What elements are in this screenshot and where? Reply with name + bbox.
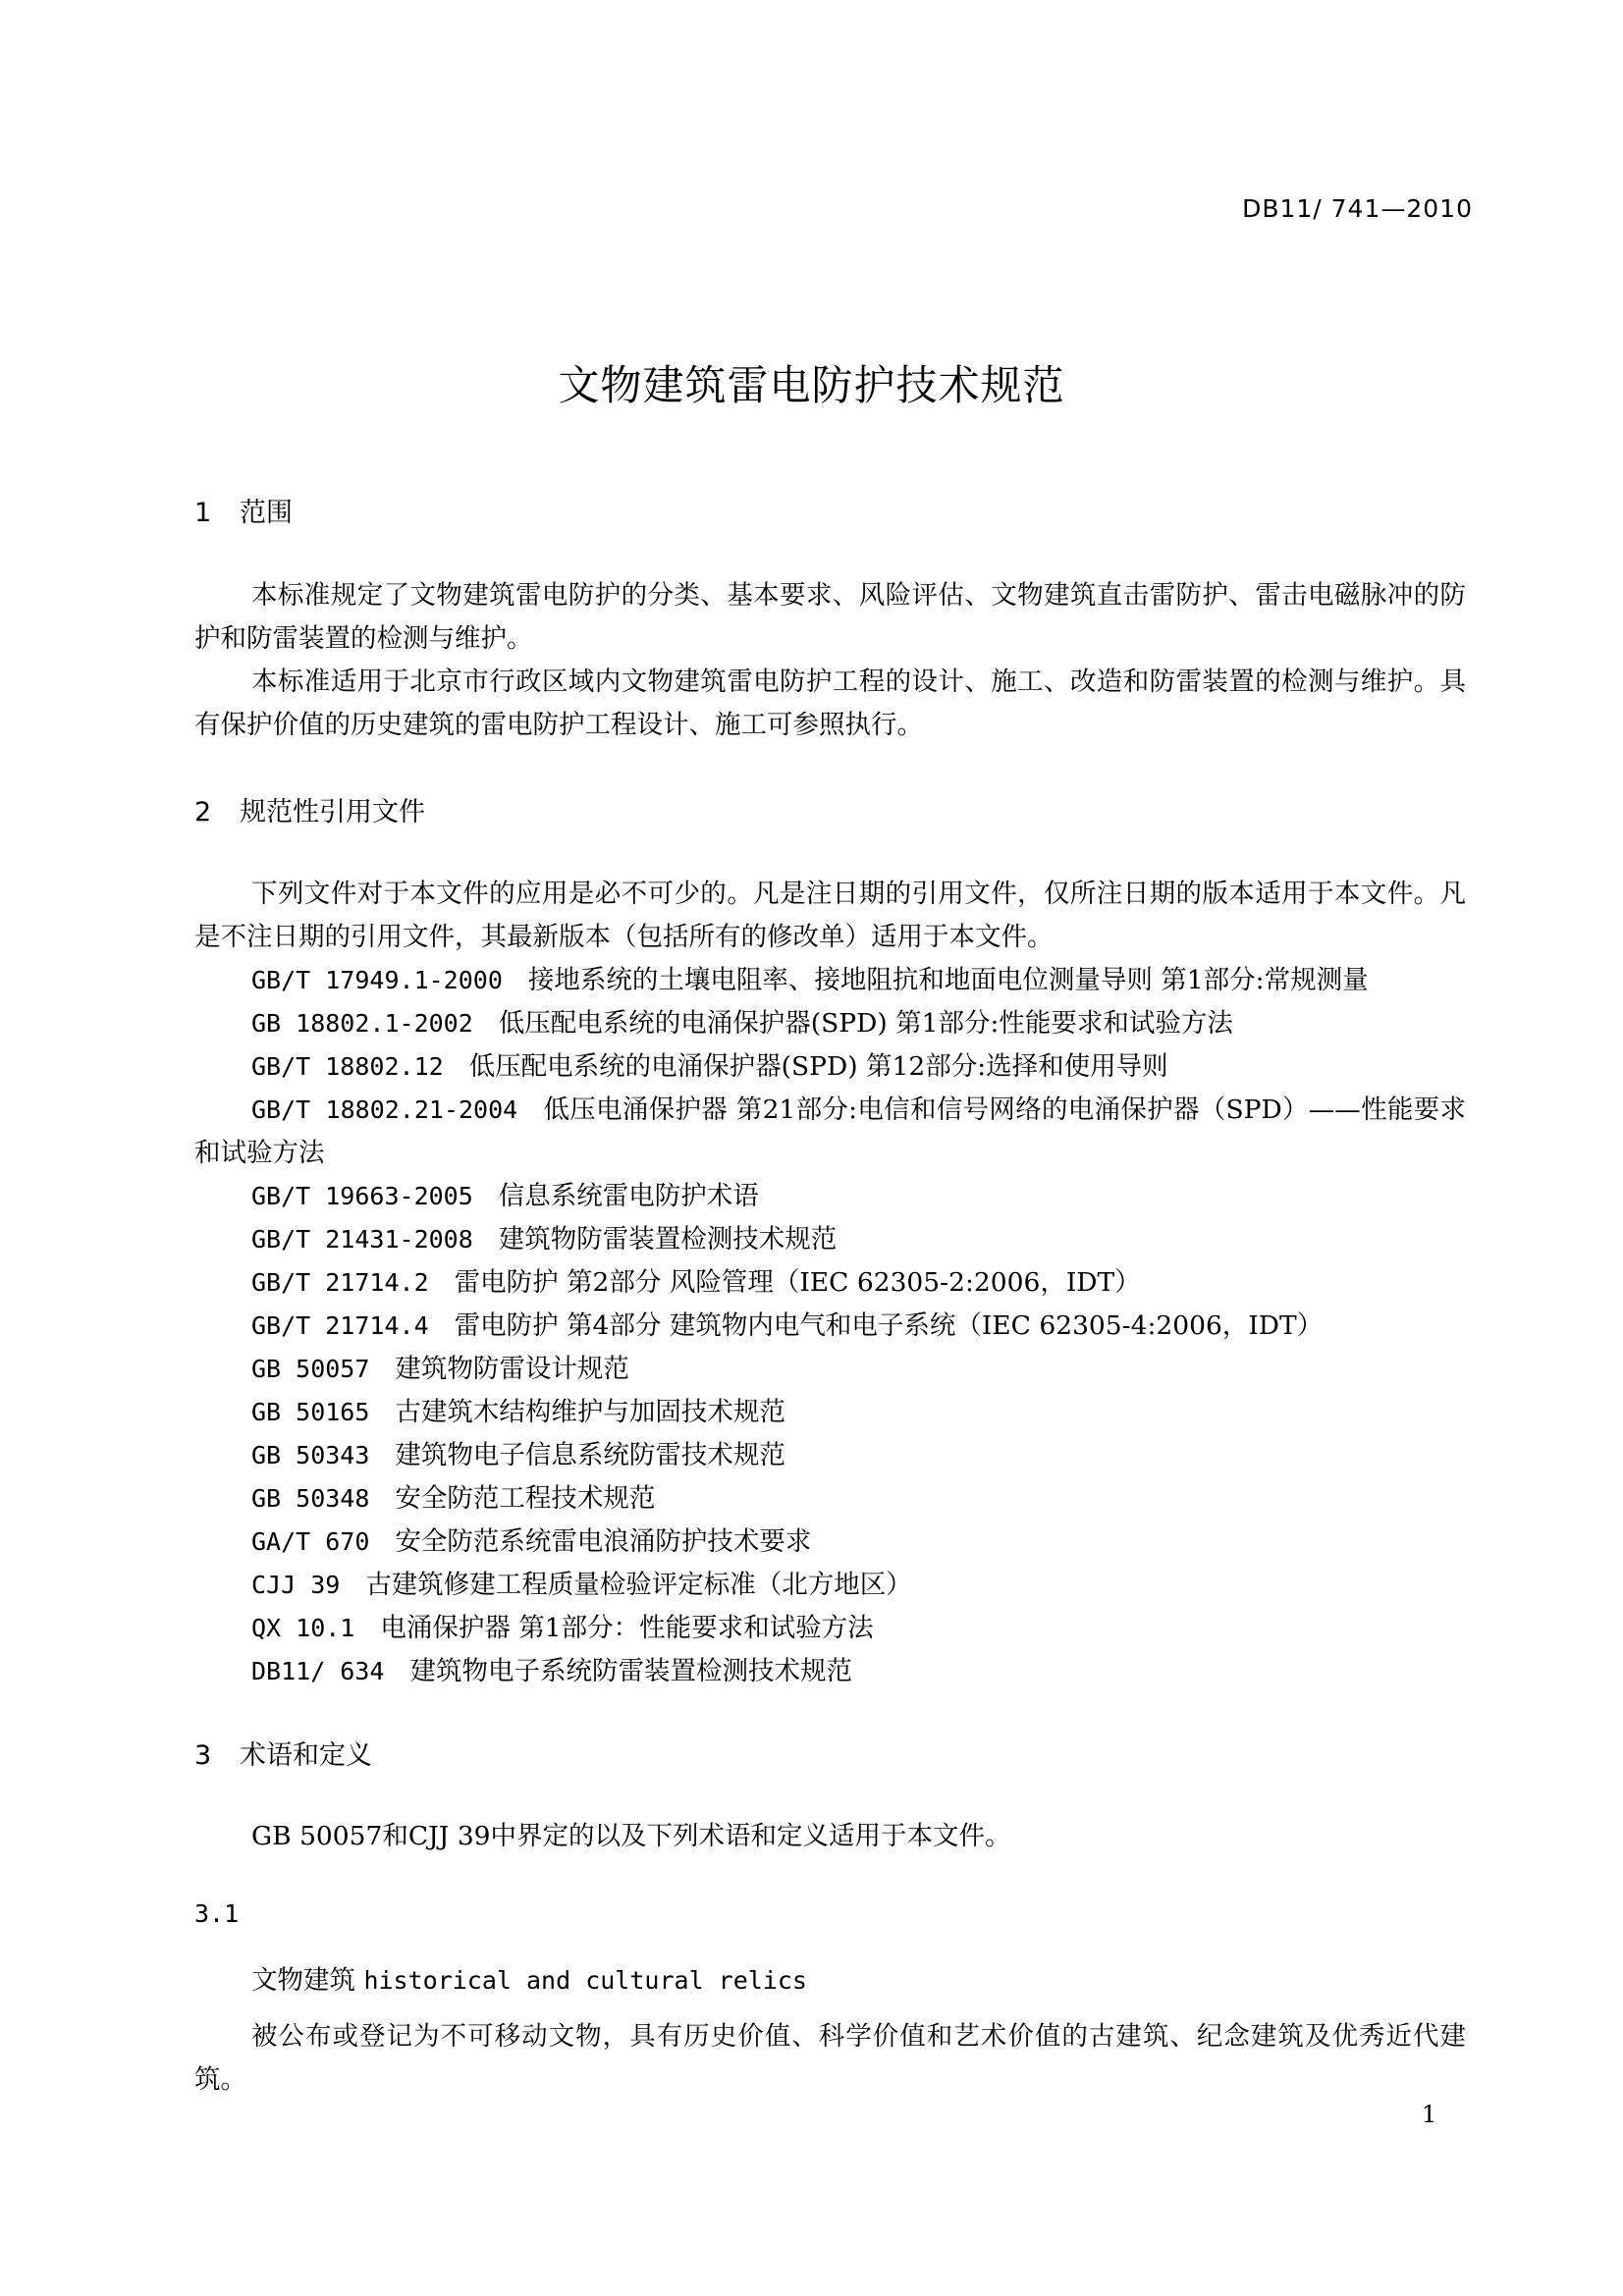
reference-code: CJJ 39: [251, 1571, 341, 1599]
reference-code: GA/T 670: [251, 1527, 370, 1556]
reference-title: 建筑物防雷设计规范: [395, 1354, 629, 1384]
reference-item: [251, 1305, 1323, 1348]
reference-item: [251, 1002, 1233, 1045]
term-heading: [251, 1958, 807, 1997]
reference-item: [251, 1218, 837, 1261]
reference-title: 信息系统雷电防护术语: [498, 1181, 759, 1211]
term-chinese: 文物建筑: [251, 1965, 355, 1996]
section-number: 2: [194, 797, 212, 828]
paragraph: 本标准规定了文物建筑雷电防护的分类、基本要求、风险评估、文物建筑直击雷防护、雷击电磁脉冲的防护和防雷装置的检测与维护。: [194, 580, 1466, 654]
document-title: 文物建筑雷电防护技术规范: [558, 361, 1065, 409]
reference-item: [251, 1175, 759, 1218]
reference-item: [251, 1477, 655, 1521]
reference-item: [251, 1348, 629, 1391]
reference-title: 安全防范工程技术规范: [395, 1483, 656, 1514]
term-english: historical and cultural relics: [363, 1966, 807, 1995]
reference-item: [251, 1045, 1168, 1089]
section-3-heading: [194, 1734, 372, 1772]
document-number: DB11/ 741—2010: [1242, 194, 1473, 223]
reference-item: [251, 1607, 874, 1650]
reference-item: [251, 959, 1369, 1002]
reference-title: 古建筑木结构维护与加固技术规范: [395, 1397, 785, 1427]
paragraph: 下列文件对于本文件的应用是必不可少的。凡是注日期的引用文件，仅所注日期的版本适用于本文件。凡是不注日期的引用文件，其最新版本（包括所有的修改单）适用于本文件。: [194, 879, 1466, 952]
reference-code: GB 50165: [251, 1398, 370, 1426]
reference-item: [251, 1564, 912, 1607]
reference-title: 雷电防护 第4部分 建筑物内电气和电子系统（IEC 62305-4:2006，IDT）: [454, 1310, 1324, 1341]
reference-title: 建筑物电子信息系统防雷技术规范: [395, 1440, 785, 1470]
reference-code: GB 50057: [251, 1355, 370, 1383]
reference-code: GB/T 18802.12: [251, 1052, 444, 1081]
reference-title: 低压配电系统的电涌保护器(SPD) 第12部分:选择和使用导则: [468, 1051, 1168, 1082]
reference-title: 建筑物防雷装置检测技术规范: [498, 1224, 838, 1255]
reference-item: [251, 1650, 852, 1693]
section-number: 1: [194, 498, 212, 528]
reference-code: GB/T 17949.1-2000: [251, 966, 503, 994]
reference-code: GB/T 21714.2: [251, 1268, 429, 1297]
reference-title: 低压电涌保护器 第21部分:电信和信号网络的电涌保护器（SPD）——性能要求和试验方法: [194, 1095, 1466, 1168]
reference-item: [194, 1089, 1466, 1175]
reference-code: QX 10.1: [251, 1614, 355, 1642]
reference-title: 安全防范系统雷电浪涌防护技术要求: [395, 1526, 812, 1557]
section-number: 3: [194, 1740, 212, 1771]
section-2-heading: [194, 790, 425, 828]
reference-title: 建筑物电子系统防雷装置检测技术规范: [409, 1656, 852, 1686]
reference-title: 电涌保护器 第1部分：性能要求和试验方法: [380, 1613, 874, 1643]
term-definition: 被公布或登记为不可移动文物，具有历史价值、科学价值和艺术价值的古建筑、纪念建筑及优秀近代建筑。: [194, 2021, 1466, 2095]
reference-code: GB/T 21714.4: [251, 1311, 429, 1340]
reference-code: GB 50343: [251, 1441, 370, 1469]
reference-code: GB/T 19663-2005: [251, 1182, 473, 1210]
term-number: 3.1: [194, 1899, 240, 1928]
paragraph: GB 50057和CJJ 39中界定的以及下列术语和定义适用于本文件。: [251, 1821, 1011, 1851]
reference-title: 古建筑修建工程质量检验评定标准（北方地区）: [365, 1570, 912, 1600]
reference-item: [251, 1391, 785, 1434]
reference-code: GB/T 18802.21-2004: [251, 1095, 518, 1124]
reference-title: 接地系统的土壤电阻率、接地阻抗和地面电位测量导则 第1部分:常规测量: [527, 965, 1369, 995]
reference-code: DB11/ 634: [251, 1657, 385, 1685]
section-title: 规范性引用文件: [240, 797, 425, 828]
reference-title: 低压配电系统的电涌保护器(SPD) 第1部分:性能要求和试验方法: [498, 1008, 1233, 1039]
page-number: 1: [1422, 2101, 1437, 2128]
reference-code: GB 18802.1-2002: [251, 1009, 473, 1038]
section-title: 范围: [240, 498, 293, 528]
section-1-heading: [194, 491, 293, 529]
reference-item: [251, 1261, 1141, 1305]
reference-item: [251, 1521, 811, 1564]
reference-title: 雷电防护 第2部分 风险管理（IEC 62305-2:2006，IDT）: [454, 1267, 1141, 1298]
paragraph: 本标准适用于北京市行政区域内文物建筑雷电防护工程的设计、施工、改造和防雷装置的检测与维护。具有保护价值的历史建筑的雷电防护工程设计、施工可参照执行。: [194, 667, 1466, 740]
reference-item: [251, 1434, 785, 1477]
section-title: 术语和定义: [240, 1740, 372, 1771]
reference-code: GB/T 21431-2008: [251, 1225, 473, 1254]
reference-code: GB 50348: [251, 1484, 370, 1513]
